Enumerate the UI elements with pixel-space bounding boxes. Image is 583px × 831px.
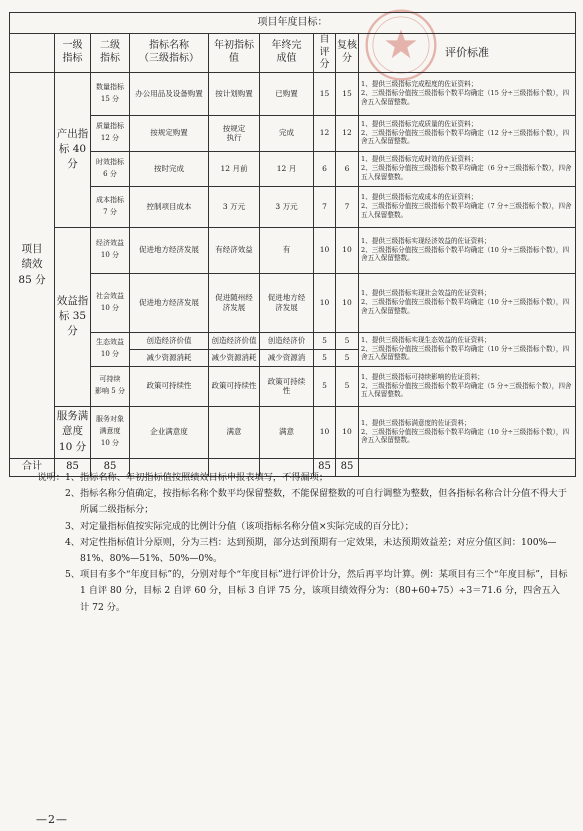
criteria-cell: 1、提供三级指标完成质量的佐证资料； 2、三级指标分值按三级指标个数平均确定（12 分÷三级指标个数），四舍五入保留整数。 [359,115,576,151]
self-score-cell: 10 [314,227,336,273]
note-item [38,567,568,616]
initial-value-cell: 12 月前 [209,151,260,186]
final-value-cell: 已购置 [260,72,314,115]
review-score-cell: 5 [336,366,359,406]
final-value-cell: 促进地方经 济发展 [260,273,314,332]
review-score-cell: 5 [336,349,359,366]
level2-cell: 经济效益 10 分 [91,227,130,273]
self-score-cell: 5 [314,366,336,406]
indicator-name-cell: 促进地方经济发展 [130,227,209,273]
final-value-cell: 减少资源消 [260,349,314,366]
final-value-cell: 政策可持续 性 [260,366,314,406]
header-level2: 二级 指标 [91,34,130,73]
performance-evaluation-table [9,12,576,477]
note-text: 项目有多个“年度目标”的，分别对每个“年度目标”进行评价计分，然后再平均计算。例：某项目有三个“年度目标”，目标 1 自评 80 分，目标 2 自评 60 分，目标 3 自评 75 分，该项目绩效得分为：（80+60+75）÷3＝71.6 分，四舍五入计 72 分。 [80,569,568,613]
group-benefit: 效益指 标 35 分 [55,227,91,406]
indicator-name-cell: 促进地方经济发展 [130,273,209,332]
level2-cell: 时效指标 6 分 [91,151,130,186]
total-value-level1: 85 [55,458,91,476]
note-text: 对定量指标值按实际完成的比例计分值（该项指标名称分值×实际完成的百分比）； [80,520,414,532]
review-score-cell: 6 [336,151,359,186]
initial-value-cell: 满意 [209,406,260,458]
table-row [10,406,576,458]
review-score-cell: 5 [336,332,359,349]
initial-value-cell: 创造经济价值 [209,332,260,349]
final-value-cell: 有 [260,227,314,273]
notes-section [38,470,568,616]
total-review-score: 85 [336,458,359,476]
criteria-cell: 1、提供三级指标实现经济效益的佐证资料； 2、三级指标分值按三级指标个数平均确定（10 分÷三级指标个数），四舍五入保留整数。 [359,227,576,273]
final-value-cell: 3 万元 [260,186,314,227]
criteria-cell: 1、提供三级指标完成程度的佐证资料； 2、三级指标分值按三级指标个数平均确定（15 分÷三级指标个数），四舍五入保留整数。 [359,72,576,115]
level2-cell: 质量指标 12 分 [91,115,130,151]
criteria-cell: 1、提供三级指标完成时效的佐证资料； 2、三级指标分值按三级指标个数平均确定（6 分÷三级指标个数），四舍五入保留整数。 [359,151,576,186]
header-level1: 一级 指标 [55,34,91,73]
page-number: —2— [36,813,68,826]
indicator-name-cell: 控制项目成本 [130,186,209,227]
table-row [10,72,576,115]
group-service: 服务满 意度 10 分 [55,406,91,458]
note-marker: 2、 [64,488,80,500]
note-marker: 4、 [64,536,80,548]
review-score-cell: 10 [336,273,359,332]
note-item [38,486,568,518]
self-score-cell: 6 [314,151,336,186]
self-score-cell: 10 [314,406,336,458]
level2-cell: 可持续 影响 5 分 [91,366,130,406]
note-text: 指标名称、年初指标值按照绩效目标申报表填写，不得漏项； [80,472,329,483]
table-row [10,151,576,186]
header-self-score: 自评 分 [314,34,336,73]
header-project [10,34,55,73]
initial-value-cell: 3 万元 [209,186,260,227]
header-initial-value: 年初指标 值 [209,34,260,73]
header-criteria: 评价标准 [359,34,576,73]
header-indicator-name: 指标名称 （三级指标） [130,34,209,73]
criteria-cell: 1、提供三级指标完成成本的佐证资料； 2、三级指标分值按三级指标个数平均确定（7 分÷三级指标个数），四舍五入保留整数。 [359,186,576,227]
note-marker: 5、 [64,569,80,581]
note-text: 指标名称分值确定，按指标名称个数平均保留整数，不能保留整数的可自行调整为整数，但各指标名称合计分值不得大于所属二级指标分； [80,488,567,516]
final-value-cell: 完成 [260,115,314,151]
level2-cell: 生态效益 10 分 [91,332,130,366]
criteria-cell: 1、提供三级指标满意度的佐证资料； 2、三级指标分值按三级指标个数平均确定（10 分÷三级指标个数），四舍五入保留整数。 [359,406,576,458]
indicator-name-cell: 企业满意度 [130,406,209,458]
header-final-value: 年终完 成值 [260,34,314,73]
review-score-cell: 12 [336,115,359,151]
indicator-name-cell: 办公用品及设备购置 [130,72,209,115]
total-self-score: 85 [314,458,336,476]
total-label: 合计 [10,458,55,476]
table-header-row [10,34,576,73]
self-score-cell: 15 [314,72,336,115]
review-score-cell: 10 [336,227,359,273]
indicator-name-cell: 政策可持续性 [130,366,209,406]
self-score-cell: 12 [314,115,336,151]
level2-cell: 服务对象 满意度 10 分 [91,406,130,458]
initial-value-cell: 按计划购置 [209,72,260,115]
level2-cell: 社会效益 10 分 [91,273,130,332]
total-value-level2: 85 [91,458,130,476]
annual-goal-label: 项目年度目标： [10,13,576,34]
criteria-cell: 1、提供三级指标实现社会效益的佐证资料； 2、三级指标分值按三级指标个数平均确定（10 分÷三级指标个数），四舍五入保留整数。 [359,273,576,332]
table-row [10,273,576,332]
self-score-cell: 7 [314,186,336,227]
initial-value-cell: 政策可持续性 [209,366,260,406]
project-performance-label: 项目 绩效 85 分 [10,72,55,458]
header-review-score: 复核 分 [336,34,359,73]
final-value-cell: 12 月 [260,151,314,186]
note-lead: 说明：1、 [37,472,80,483]
self-score-cell: 10 [314,273,336,332]
final-value-cell: 创造经济价 [260,332,314,349]
initial-value-cell: 按规定 执行 [209,115,260,151]
initial-value-cell: 促进随州经 济发展 [209,273,260,332]
criteria-cell: 1、提供三级指标可持续影响的佐证资料； 2、三级指标分值按三级指标个数平均确定（5 分÷三级指标个数），四舍五入保留整数。 [359,366,576,406]
note-item [38,535,568,567]
note-marker: 3、 [64,520,80,532]
level2-cell: 数量指标 15 分 [91,72,130,115]
note-item [38,519,568,535]
table-row [10,227,576,273]
table-row [10,332,576,349]
self-score-cell: 5 [314,349,336,366]
note-text: 对定性指标值计分原则，分为三档：达到预期，部分达到预期有一定效果，未达预期效益差；对应分值区间：100%—81%、80%—51%、50%—0%。 [80,536,557,565]
review-score-cell: 7 [336,186,359,227]
indicator-name-cell: 按时完成 [130,151,209,186]
table-row [10,366,576,406]
criteria-cell: 1、提供三级指标实现生态效益的佐证资料； 2、三级指标分值按三级指标个数平均确定（10 分÷三级指标个数），四舍五入保留整数。 [359,332,576,366]
table-row [10,186,576,227]
note-item [38,470,568,486]
review-score-cell: 10 [336,406,359,458]
level2-cell: 成本指标 7 分 [91,186,130,227]
table-row [10,115,576,151]
group-output: 产出指 标 40 分 [55,72,91,227]
initial-value-cell: 减少资源消耗 [209,349,260,366]
indicator-name-cell: 创造经济价值 [130,332,209,349]
initial-value-cell: 有经济效益 [209,227,260,273]
table-title-row [10,13,576,34]
self-score-cell: 5 [314,332,336,349]
final-value-cell: 满意 [260,406,314,458]
review-score-cell: 15 [336,72,359,115]
indicator-name-cell: 按规定购置 [130,115,209,151]
indicator-name-cell: 减少资源消耗 [130,349,209,366]
